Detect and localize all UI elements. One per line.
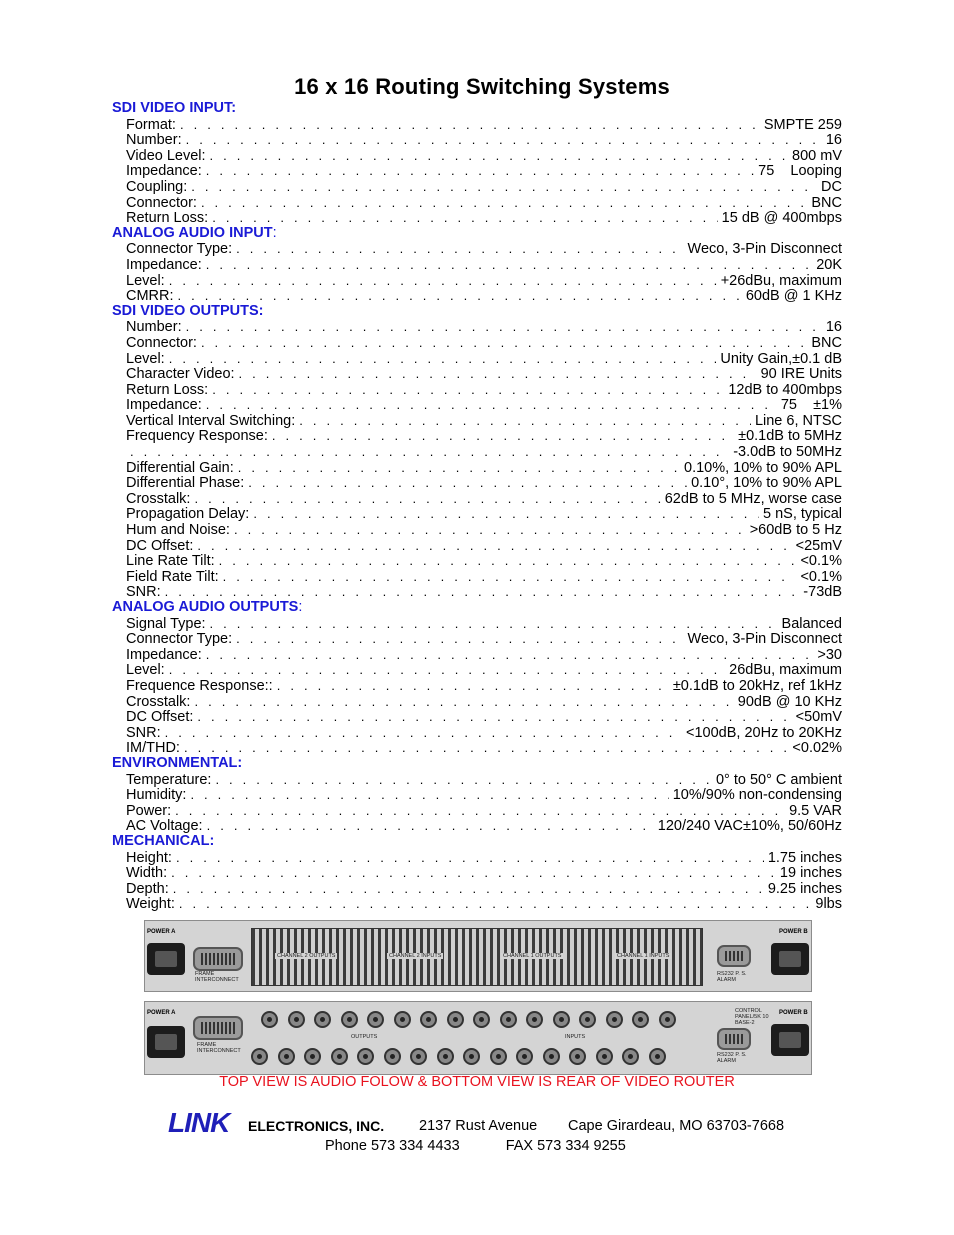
power-b-label: POWER B	[779, 1010, 808, 1016]
spec-value: -3.0dB to 50MHz	[733, 444, 842, 460]
bnc-connector-icon	[278, 1048, 295, 1065]
dot-leader	[272, 428, 734, 444]
spec-label: Video Level:	[126, 147, 206, 164]
dot-leader	[165, 725, 682, 741]
spec-label: Temperature:	[126, 771, 212, 788]
spec-value: 12dB to 400mbps	[728, 381, 842, 398]
spec-label: Power:	[126, 802, 172, 819]
spec-row	[112, 818, 842, 834]
bnc-connector-icon	[622, 1048, 639, 1065]
spec-row	[112, 850, 842, 866]
spec-label: Field Rate Tilt:	[126, 568, 219, 585]
contact-line	[325, 1138, 626, 1154]
dot-leader	[179, 896, 811, 912]
spec-row	[112, 273, 842, 289]
rs232-connector-icon	[717, 1028, 751, 1050]
spec-label: Connector:	[126, 194, 197, 211]
bnc-connector-icon	[500, 1011, 517, 1028]
spec-label: Return Loss:	[126, 381, 209, 398]
power-b-inlet-icon	[771, 1024, 809, 1056]
spec-label: Level:	[126, 662, 165, 678]
spec-row	[112, 647, 842, 663]
bnc-connector-icon	[447, 1011, 464, 1028]
spec-value: DC	[821, 178, 842, 195]
spec-row	[112, 678, 842, 694]
spec-label: Connector Type:	[126, 631, 233, 647]
section-heading	[112, 226, 842, 242]
bnc-connector-icon	[341, 1011, 358, 1028]
spec-label: Frequency Response:	[126, 428, 268, 445]
frame-interconnect-label: FRAME INTERCONNECT	[197, 1042, 241, 1054]
spec-row	[112, 803, 842, 819]
dot-leader	[171, 865, 776, 881]
dot-leader	[197, 709, 791, 725]
spec-label: IM/THD:	[126, 740, 180, 756]
city-address: Cape Girardeau, MO 63703-7668	[568, 1118, 785, 1134]
dot-leader	[210, 148, 788, 164]
bnc-connector-icon	[649, 1048, 666, 1065]
spec-value: -73dB	[803, 584, 842, 600]
spec-row	[112, 179, 842, 195]
phone-number: Phone 573 334 4433	[325, 1138, 460, 1154]
bnc-connector-icon	[331, 1048, 348, 1065]
spec-label: Impedance:	[126, 646, 202, 663]
dot-leader	[180, 117, 760, 133]
spec-value: >30	[817, 646, 842, 663]
spec-value: 26dBu, maximum	[729, 662, 842, 678]
spec-value: >60dB to 5 Hz	[749, 522, 842, 538]
dot-leader	[184, 740, 788, 756]
dot-leader	[212, 210, 717, 226]
rear-panel-illustrations	[144, 920, 812, 1084]
section-heading-colon: :	[298, 599, 303, 615]
spec-row	[112, 351, 842, 367]
spec-label: Return Loss:	[126, 210, 209, 226]
dot-leader	[165, 584, 800, 600]
spec-value: ±0.1dB to 5MHz	[738, 428, 842, 445]
dot-leader	[253, 506, 759, 522]
bnc-connector-icon	[632, 1011, 649, 1028]
spec-value: 0° to 50° C ambient	[715, 771, 842, 788]
spec-row	[112, 896, 842, 912]
spec-row	[112, 787, 842, 803]
bnc-connector-icon	[596, 1048, 613, 1065]
spec-label: Humidity:	[126, 787, 187, 803]
dot-leader	[206, 163, 754, 179]
dot-leader	[239, 366, 757, 382]
dot-leader	[210, 616, 778, 632]
spec-row	[112, 428, 842, 444]
dot-leader	[207, 818, 654, 834]
spec-value: +26dBu, maximum	[720, 272, 842, 289]
spec-row	[112, 553, 842, 569]
section-heading	[112, 101, 842, 117]
spec-row	[112, 257, 842, 273]
spec-label: SNR:	[126, 724, 161, 741]
spec-row	[112, 117, 842, 133]
spec-row	[112, 881, 842, 897]
bnc-connector-icon	[314, 1011, 331, 1028]
spec-row	[112, 569, 842, 585]
dot-leader	[176, 850, 764, 866]
frame-interconnect-connector-icon	[193, 947, 243, 971]
spec-value: 19 inches	[779, 865, 842, 881]
spec-row	[112, 397, 842, 413]
spec-row	[112, 444, 842, 460]
spec-value: 10%/90% non-condensing	[672, 787, 842, 803]
spec-label: Character Video:	[126, 366, 235, 382]
spec-label: Width:	[126, 865, 168, 881]
bnc-connector-icon	[410, 1048, 427, 1065]
spec-row	[112, 865, 842, 881]
rs232-label: RS232 P. S. ALARM	[717, 971, 747, 983]
bnc-connector-icon	[463, 1048, 480, 1065]
bnc-connector-icon	[490, 1048, 507, 1065]
inputs-label: INPUTS	[565, 1034, 586, 1040]
bnc-connector-icon	[437, 1048, 454, 1065]
spec-row	[112, 725, 842, 741]
spec-label: Impedance:	[126, 256, 202, 273]
bnc-connector-icon	[394, 1011, 411, 1028]
bnc-connector-icon	[261, 1011, 278, 1028]
bnc-connector-icon	[516, 1048, 533, 1065]
spec-row	[112, 413, 842, 429]
spec-row	[112, 195, 842, 211]
spec-value: Line 6, NTSC	[754, 412, 842, 429]
group-label: CHANNEL 2 INPUTS	[389, 953, 442, 959]
spec-row	[112, 460, 842, 476]
spec-value: 16	[825, 132, 842, 148]
spec-value: 0.10%, 10% to 90% APL	[684, 459, 842, 476]
spec-value: 9.25 inches	[767, 880, 842, 897]
section-heading-text: MECHANICAL:	[112, 832, 215, 849]
spec-value: 20K	[816, 256, 842, 273]
spec-label: Crosstalk:	[126, 693, 191, 710]
spec-row	[112, 382, 842, 398]
spec-row	[112, 210, 842, 226]
spec-row	[112, 132, 842, 148]
power-a-inlet-icon	[147, 943, 185, 975]
power-a-inlet-icon	[147, 1026, 185, 1058]
bnc-connector-icon	[543, 1048, 560, 1065]
spec-value: 90dB @ 10 KHz	[737, 693, 842, 710]
spec-value: ±0.1dB to 20kHz, ref 1kHz	[672, 677, 842, 694]
street-address: 2137 Rust Avenue	[419, 1118, 538, 1134]
power-a-label: POWER A	[147, 1010, 176, 1016]
spec-label: Impedance:	[126, 163, 202, 179]
bnc-connector-icon	[553, 1011, 570, 1028]
dot-leader	[173, 881, 764, 897]
spec-label: Connector:	[126, 334, 197, 351]
spec-row	[112, 335, 842, 351]
spec-label: Connector Type:	[126, 241, 233, 257]
dot-leader	[223, 569, 797, 585]
spec-value: SMPTE 259	[763, 116, 842, 133]
spec-label: Frequence Response::	[126, 677, 273, 694]
spec-label: Differential Gain:	[126, 459, 234, 476]
frame-interconnect-connector-icon	[193, 1016, 243, 1040]
power-b-label: POWER B	[779, 929, 808, 935]
spec-value: <50mV	[795, 709, 842, 725]
spec-label: AC Voltage:	[126, 818, 203, 834]
spec-label: Hum and Noise:	[126, 522, 230, 538]
section-heading	[112, 756, 842, 772]
power-a-label: POWER A	[147, 929, 176, 935]
spec-label: Propagation Delay:	[126, 506, 250, 523]
spec-label: Number:	[126, 319, 182, 335]
bnc-connector-icon	[569, 1048, 586, 1065]
bnc-connector-icon	[288, 1011, 305, 1028]
spec-row	[112, 288, 842, 304]
dot-leader	[169, 662, 725, 678]
spec-row	[112, 241, 842, 257]
section-heading-text: SDI VIDEO INPUT:	[112, 100, 237, 116]
spec-label: Differential Phase:	[126, 475, 245, 491]
dot-leader	[194, 694, 733, 710]
spec-row	[112, 538, 842, 554]
spec-value: Weco, 3-Pin Disconnect	[687, 241, 842, 257]
spec-value: <0.02%	[792, 740, 842, 756]
image-caption: TOP VIEW IS AUDIO FOLOW & BOTTOM VIEW IS REAR OF VIDEO ROUTER	[219, 1074, 735, 1090]
spec-value: BNC	[811, 334, 842, 351]
spec-sheet	[112, 101, 842, 912]
dot-leader	[299, 413, 751, 429]
dot-leader	[191, 179, 817, 195]
control-label: CONTROL PANEL/5K 10 BASE-2	[735, 1008, 769, 1026]
spec-label: Line Rate Tilt:	[126, 553, 215, 569]
dot-leader	[186, 319, 822, 335]
bnc-connector-icon	[579, 1011, 596, 1028]
dot-leader	[248, 475, 687, 491]
spec-label: Number:	[126, 132, 182, 148]
spec-row	[112, 148, 842, 164]
spec-row	[112, 506, 842, 522]
spec-row	[112, 584, 842, 600]
spec-value: 5 nS, typical	[763, 506, 842, 523]
bnc-connector-icon	[304, 1048, 321, 1065]
dot-leader	[169, 273, 717, 289]
bnc-connector-icon	[473, 1011, 490, 1028]
section-heading-text: ANALOG AUDIO OUTPUTS	[112, 599, 299, 615]
section-heading	[112, 304, 842, 320]
page-title: 16 x 16 Routing Switching Systems	[294, 74, 670, 99]
spec-value: Unity Gain,±0.1 dB	[720, 350, 842, 367]
outputs-label: OUTPUTS	[351, 1034, 378, 1040]
section-heading	[112, 600, 842, 616]
frame-interconnect-label: FRAME INTERCONNECT	[195, 971, 239, 983]
power-b-inlet-icon	[771, 943, 809, 975]
link-logo: LINK	[168, 1107, 230, 1138]
spec-value: 16	[825, 319, 842, 335]
group-label: CHANNEL 2 OUTPUTS	[277, 953, 336, 959]
dot-leader	[206, 397, 777, 413]
group-label: CHANNEL 1 OUTPUTS	[503, 953, 562, 959]
spec-value: <25mV	[795, 537, 842, 554]
spec-value: 90 IRE Units	[760, 366, 842, 382]
dot-leader	[194, 491, 660, 507]
bnc-connector-icon	[420, 1011, 437, 1028]
spec-label: DC Offset:	[126, 709, 194, 725]
spec-value: 75 ±1%	[780, 397, 842, 413]
spec-label: Signal Type:	[126, 615, 206, 632]
section-heading-text: SDI VIDEO OUTPUTS:	[112, 302, 264, 319]
dot-leader	[190, 787, 668, 803]
dot-leader	[206, 647, 814, 663]
spec-label: Height:	[126, 849, 172, 866]
spec-value: <0.1%	[800, 553, 842, 569]
spec-row	[112, 694, 842, 710]
spec-value: Weco, 3-Pin Disconnect	[687, 631, 842, 647]
spec-row	[112, 709, 842, 725]
spec-label: Crosstalk:	[126, 490, 191, 507]
spec-value: 0.10°, 10% to 90% APL	[691, 475, 842, 491]
spec-row	[112, 491, 842, 507]
spec-row	[112, 163, 842, 179]
spec-row	[112, 662, 842, 678]
dot-leader	[197, 538, 791, 554]
dot-leader	[206, 257, 812, 273]
spec-row	[112, 616, 842, 632]
dot-leader	[277, 678, 669, 694]
spec-row	[112, 366, 842, 382]
fax-number: FAX 573 334 9255	[505, 1138, 626, 1154]
bnc-connector-icon	[526, 1011, 543, 1028]
video-router-rear-view	[144, 1001, 812, 1075]
section-heading-text: ANALOG AUDIO INPUT	[112, 224, 273, 241]
dot-leader	[236, 631, 683, 647]
spec-value: 15 dB @ 400mbps	[721, 210, 842, 226]
bnc-connector-icon	[659, 1011, 676, 1028]
company-name: ELECTRONICS, INC.	[248, 1118, 385, 1134]
spec-value: <0.1%	[800, 568, 842, 585]
spec-value: 9.5 VAR	[789, 802, 842, 819]
spec-value: <100dB, 20Hz to 20KHz	[686, 724, 842, 741]
spec-label: Depth:	[126, 880, 169, 897]
spec-label: Format:	[126, 116, 176, 133]
dot-leader	[201, 195, 807, 211]
dot-leader	[234, 522, 746, 538]
dot-leader	[201, 335, 807, 351]
dot-leader	[215, 772, 712, 788]
dot-leader	[186, 132, 822, 148]
spec-row	[112, 475, 842, 491]
spec-label: Level:	[126, 272, 165, 289]
spec-row	[112, 319, 842, 335]
dot-leader	[178, 288, 742, 304]
dot-leader	[169, 351, 717, 367]
dot-leader	[236, 241, 683, 257]
spec-value: BNC	[811, 194, 842, 211]
bnc-connector-icon	[384, 1048, 401, 1065]
spec-label: Vertical Interval Switching:	[126, 412, 296, 429]
spec-value: 800 mV	[792, 147, 842, 164]
section-heading-colon: :	[272, 224, 277, 241]
bnc-connector-icon	[357, 1048, 374, 1065]
audio-panel-top-view	[144, 920, 812, 992]
section-heading-text: ENVIRONMENTAL:	[112, 754, 243, 771]
rs232-label: RS232 P. S. ALARM	[717, 1052, 747, 1064]
dot-leader	[130, 444, 729, 460]
spec-value: 1.75 inches	[767, 849, 842, 866]
bnc-connector-icon	[367, 1011, 384, 1028]
spec-row	[112, 631, 842, 647]
spec-label: DC Offset:	[126, 537, 194, 554]
bnc-connector-icon	[606, 1011, 623, 1028]
dot-leader	[238, 460, 680, 476]
spec-row	[112, 522, 842, 538]
spec-label: Weight:	[126, 896, 175, 912]
spec-row	[112, 740, 842, 756]
spec-label: Coupling:	[126, 178, 188, 195]
spec-value: 62dB to 5 MHz, worse case	[664, 490, 842, 507]
spec-value: 120/240 VAC±10%, 50/60Hz	[657, 818, 842, 834]
spec-label: SNR:	[126, 584, 161, 600]
spec-row	[112, 772, 842, 788]
spec-value: 75 Looping	[758, 163, 842, 179]
dot-leader	[175, 803, 785, 819]
spec-label: CMRR:	[126, 288, 174, 304]
rs232-connector-icon	[717, 945, 751, 967]
spec-label: Level:	[126, 350, 165, 367]
dot-leader	[212, 382, 724, 398]
spec-label: Impedance:	[126, 397, 202, 413]
group-label: CHANNEL 1 INPUTS	[617, 953, 670, 959]
bnc-connector-icon	[251, 1048, 268, 1065]
spec-value: Balanced	[781, 615, 842, 632]
section-heading	[112, 834, 842, 850]
dot-leader	[219, 553, 797, 569]
spec-value: 9lbs	[815, 896, 842, 912]
spec-value: 60dB @ 1 KHz	[745, 288, 842, 304]
